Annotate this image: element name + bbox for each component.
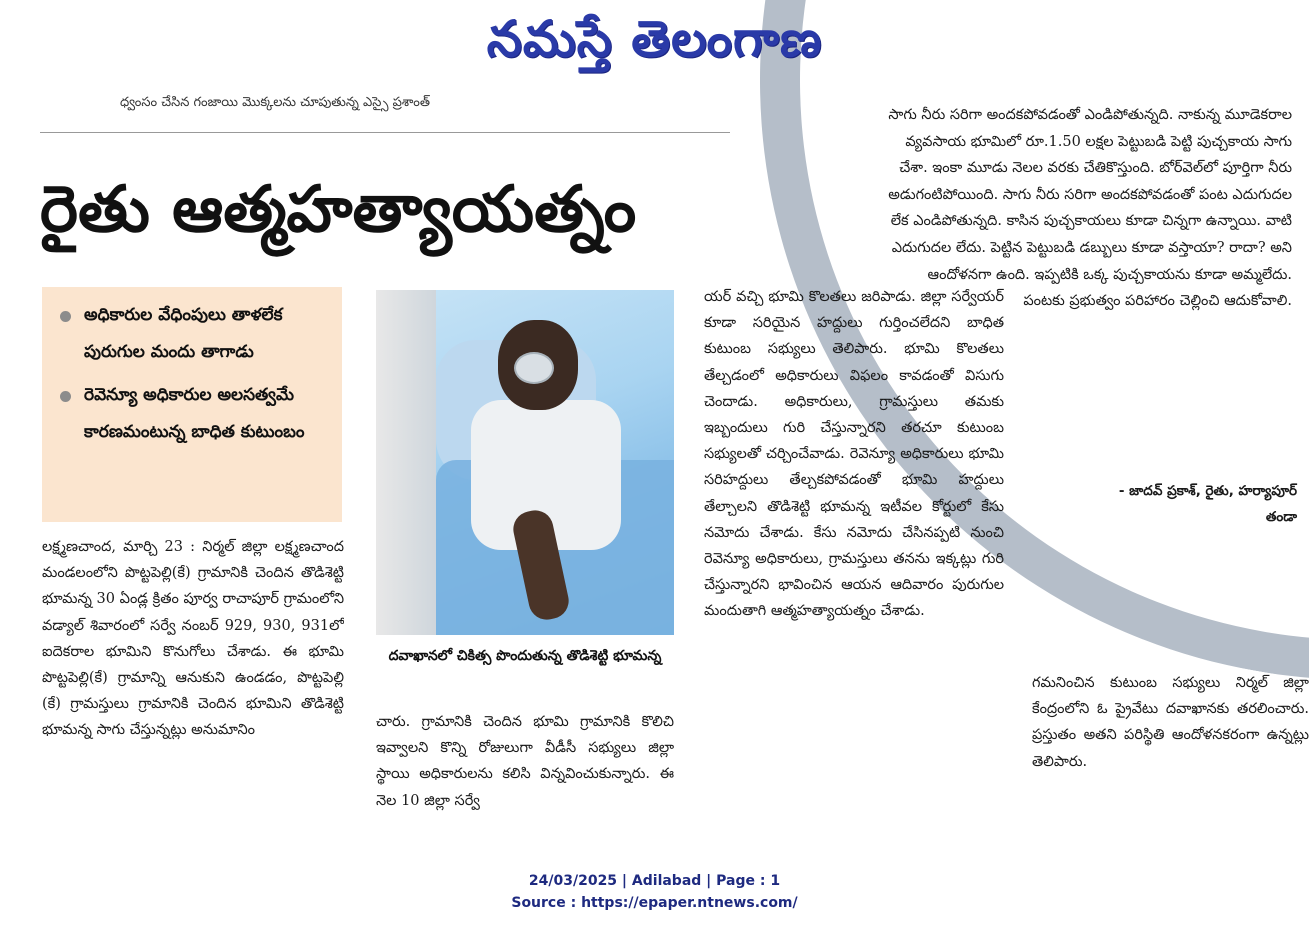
bed-rail [376,290,436,635]
quote-signature: - జాదవ్ ప్రకాశ్, రైతు, హర్యాపూర్ తండా [1118,483,1297,525]
oxygen-mask [514,352,554,384]
article-headline: రైతు ఆత్మహత్యాయత్నం [40,172,637,247]
highlights-box [42,287,342,522]
footer-date-edition: 24/03/2025 | Adilabad | Page : 1 [528,873,781,889]
highlight-text: రెవెన్యూ అధికారుల అలసత్వమే కారణమంటున్న బాధిత కుటుంబం [84,385,305,442]
masthead-logo: నమస్తే తెలంగాణ [486,9,823,68]
highlight-text: అధికారుల వేధింపులు తాళలేక పురుగుల మందు తాగాడు [84,305,283,362]
bullet-icon [60,311,71,322]
divider [40,132,730,133]
footer-source[interactable]: Source : https://epaper.ntnews.com/ [511,895,798,911]
photo-caption: దవాఖానలో చికిత్స పొందుతున్న తొడిశెట్టి భూమన్న [388,648,662,664]
previous-article-caption: ధ్వంసం చేసిన గంజాయి మొక్కలను చూపుతున్న ఎస్సై ప్రశాంత్ [120,95,430,110]
article-column-4: గమనించిన కుటుంబ సభ్యులు నిర్మల్ జిల్లా కేంద్రంలోని ఓ ప్రైవేటు దవాఖానకు తరలించారు. ప్రస్తుతం అతని పరిస్థితి ఆందోళనకరంగా ఉన్నట్లు తెలిపారు. [1032,675,1309,770]
bullet-icon [60,391,71,402]
farmer-quote [882,102,1292,477]
patient-photo [376,290,674,635]
article-column-1: లక్ష్మణచాంద, మార్చి 23 : నిర్మల్ జిల్లా లక్ష్మణచాంద మండలంలోని పొట్టపెల్లి(కే) గ్రామానికి చెందిన తొడిశెట్టి భూమన్న 30 ఏండ్ల క్రితం పూర్వ రాచాపూర్ గ్రామంలోని వడ్యాల్ శివారంలో సర్వే నంబర్ 929, 930, 931లో ఐదెకరాల భూమిని కొనుగోలు చేశాడు. ఈ భూమి పొట్టపెల్లి(కే) గ్రామాన్ని ఆనుకుని ఉండడం, పొట్టపెల్లి (కే) గ్రామస్తులు గ్రామానికి చెందిన భూమిని తొడిశెట్టి భూమన్న సాగు చేస్తున్నట్లు అనుమానిం [42,539,344,739]
article-column-2: చారు. గ్రామానికి చెందిన భూమి గ్రామానికి కొలిచి ఇవ్వాలని కొన్ని రోజులుగా వీడీసీ సభ్యులు జిల్లా స్థాయి అధికారులను కలిసి విన్నవించుకున్నారు. ఈ నెల 10 జిల్లా సర్వే [376,714,674,809]
highlight-item [60,377,332,451]
quote-text: సాగు నీరు సరిగా అందకపోవడంతో ఎండిపోతున్నది. నాకున్న మూడెకరాల వ్యవసాయ భూమిలో రూ.1.50 లక్షల పెట్టుబడి పెట్టి పుచ్చకాయ సాగు చేశా. ఇంకా మూడు నెలల వరకు చేతికొస్తుంది. బోర్‌వెల్‌లో పూర్తిగా నీరు అడుగంటిపోయింది. సాగు నీరు సరిగా అందకపోవడంతో పంట ఎదుగుదల లేక ఎండిపోతున్నది. కాసిన పుచ్చకాయలు కూడా చిన్నగా ఉన్నాయి. వాటి ఎదుగుదల లేదు. పెట్టిన పెట్టుబడి డబ్బులు కూడా వస్తాయా? రాదా? అని ఆందోళనగా ఉంది. ఇప్పటికి ఒక్క పుచ్చకాయను కూడా అమ్మలేదు. పంటకు ప్రభుత్వం పరిహారం చెల్లించి ఆదుకోవాలి. [888,107,1292,310]
page-footer [0,870,1309,918]
highlight-item [60,297,332,371]
article-column-3: యర్ వచ్చి భూమి కొలతలు జరిపాడు. జిల్లా సర్వేయర్ కూడా సరియైన హద్దులు గుర్తించలేదని బాధిత కుటుంబ సభ్యులు తెలిపారు. భూమి కొలతలు తేల్చడంలో అధికారులు విఫలం కావడంతో విసుగు చెందాడు. అధికారులు, గ్రామస్తులు తమకు ఇబ్బందులు గురి చేస్తున్నారని తరచూ కుటుంబ సభ్యులతో చర్చించేవాడు. రెవెన్యూ అధికారులు భూమి సరిహద్దులు తేల్చకపోవడంతో భూమి హద్దులు తేల్చాలని తొడిశెట్టి భూమన్న ఇటీవల కోర్టులో కేసు నమోదు చేశాడు. కేసు నమోదు చేసినప్పటి నుంచి రెవెన్యూ అధికారులు, గ్రామస్తులు తనను ఇక్కట్లు గురి చేస్తున్నారని భావించిన ఆయన ఆదివారం పురుగుల మందుతాగి ఆత్మహత్యాయత్నం చేశాడు. [704,289,1004,620]
